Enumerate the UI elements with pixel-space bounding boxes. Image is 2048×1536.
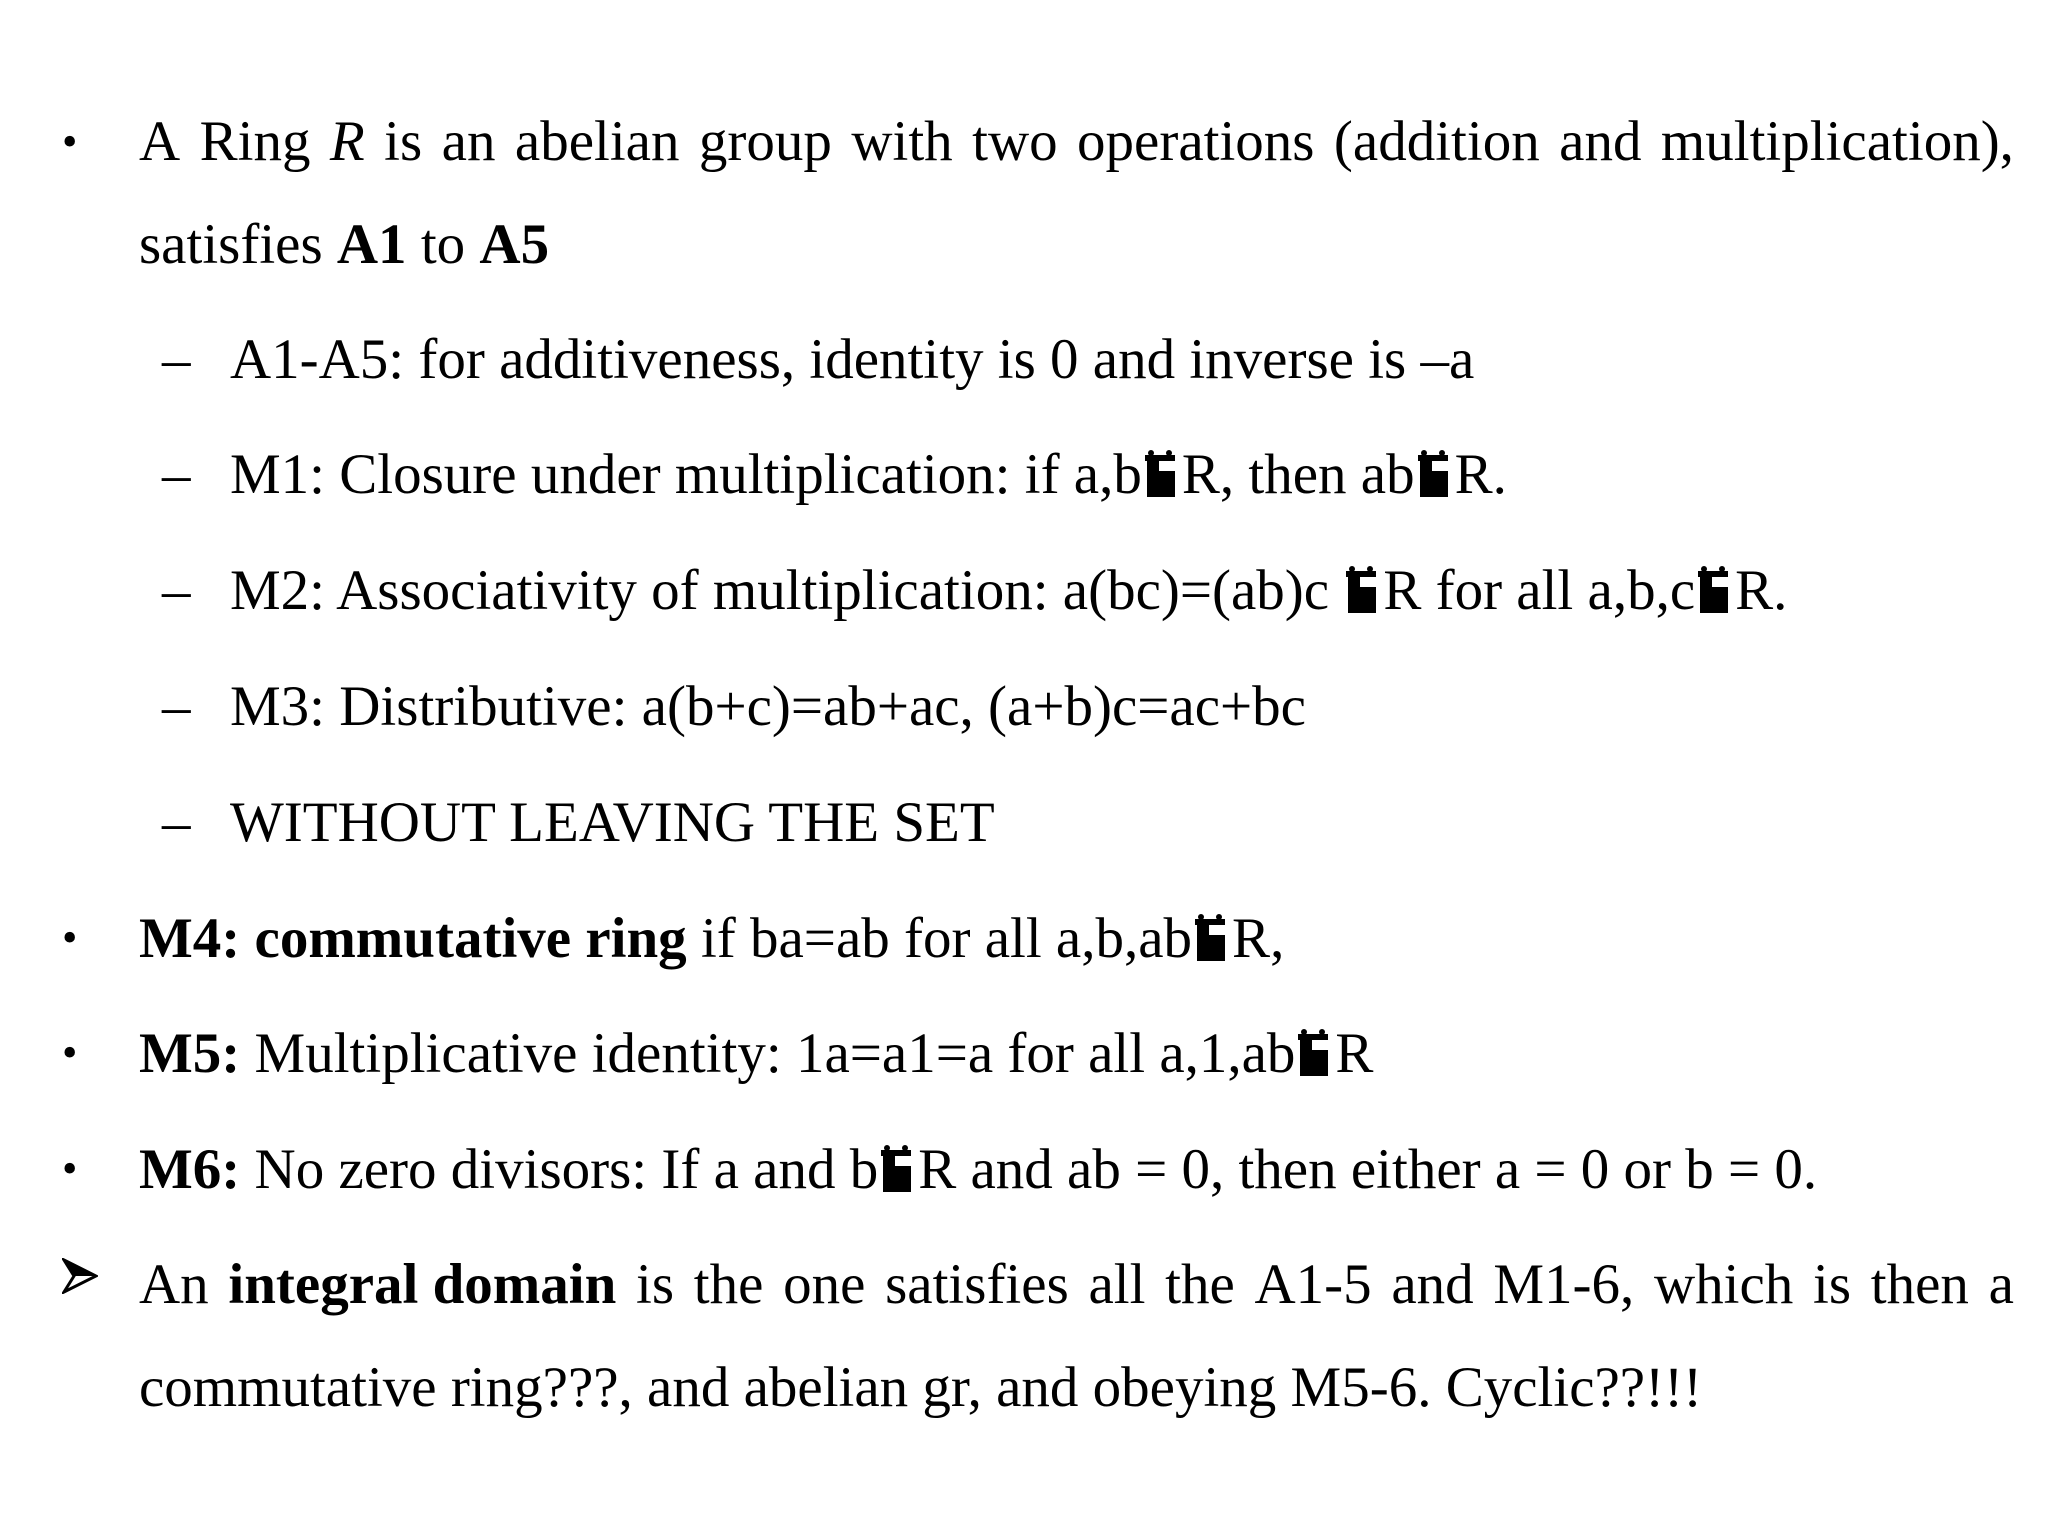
arrow-bullet-icon [62, 1258, 98, 1294]
text: R. [1735, 559, 1788, 622]
element-of-glyph-icon [1416, 449, 1454, 505]
word: satisfies [885, 1253, 1069, 1316]
word: with [851, 110, 953, 173]
subitem-a1-a5: A1-A5: for additiveness, identity is 0 and inverse is –a [230, 328, 1475, 391]
bullet-m4 [139, 907, 1285, 970]
text: if ba=ab for all a,b,ab [686, 907, 1193, 970]
ring-definition-line-2 [139, 213, 550, 276]
bold-text: M5: [139, 1022, 241, 1085]
word: multiplication), [1660, 110, 2014, 173]
text: Multiplicative identity: 1a=a1=a for all a,1,ab [240, 1022, 1296, 1085]
bullet-m5 [139, 1022, 1374, 1085]
bold-text: A5 [479, 213, 550, 276]
element-of-glyph-icon [1696, 565, 1734, 621]
dash-marker: – [162, 675, 191, 738]
word: (addition [1333, 110, 1540, 173]
text: M2: Associativity of multiplication: a(bc)=(ab)c [230, 559, 1344, 622]
subitem-m1 [230, 443, 1507, 506]
word: and [1559, 110, 1642, 173]
word: group [698, 110, 832, 173]
text: to [406, 213, 480, 276]
word: M1-6, [1493, 1253, 1635, 1316]
ring-definition-line-1 [139, 110, 2014, 173]
word: and [1391, 1253, 1474, 1316]
element-of-glyph-icon [1344, 565, 1382, 621]
word: An [139, 1253, 209, 1316]
word: one [783, 1253, 866, 1316]
subitem-m3: M3: Distributive: a(b+c)=ab+ac, (a+b)c=ac+bc [230, 675, 1306, 738]
text: R, then ab [1181, 443, 1415, 506]
bullet-marker: • [62, 1028, 78, 1077]
word: two [972, 110, 1058, 173]
subitem-without-leaving-the-set: WITHOUT LEAVING THE SET [230, 791, 995, 854]
bullet-marker: • [62, 913, 78, 962]
text: M1: Closure under multiplication: if a,b [230, 443, 1142, 506]
text: R for all a,b,c [1383, 559, 1696, 622]
word: Ring [199, 110, 311, 173]
text: R and ab = 0, then either a = 0 or b = 0. [918, 1138, 1818, 1201]
bullet-m6 [139, 1138, 1818, 1201]
word: is [636, 1253, 675, 1316]
element-of-glyph-icon [1296, 1028, 1334, 1084]
text: R, [1232, 907, 1285, 970]
word: A [139, 110, 181, 173]
element-of-glyph-icon [879, 1144, 917, 1200]
bullet-marker: • [62, 117, 78, 166]
word: the [1165, 1253, 1235, 1316]
bullet-marker: • [62, 1144, 78, 1193]
word: which [1653, 1253, 1794, 1316]
dash-marker: – [162, 791, 191, 854]
dash-marker: – [162, 443, 191, 506]
text: R [1335, 1022, 1374, 1085]
word: an [441, 110, 496, 173]
bold-text: M4: commutative ring [139, 907, 687, 970]
word: then [1870, 1253, 1969, 1316]
element-of-glyph-icon [1193, 913, 1231, 969]
text: No zero divisors: If a and b [240, 1138, 879, 1201]
word: a [1988, 1253, 2014, 1316]
word: is [1813, 1253, 1852, 1316]
text: satisfies [139, 213, 337, 276]
element-of-glyph-icon [1143, 449, 1181, 505]
word: abelian [514, 110, 680, 173]
word: operations [1077, 110, 1315, 173]
dash-marker: – [162, 328, 191, 391]
word: the [693, 1253, 764, 1316]
bold-term-integral-domain: integral domain [228, 1253, 617, 1316]
word: A1-5 [1254, 1253, 1372, 1316]
word: is [384, 110, 423, 173]
bold-text: M6: [139, 1138, 241, 1201]
subitem-m2 [230, 559, 1788, 622]
text: R. [1454, 443, 1507, 506]
bold-text: A1 [336, 213, 407, 276]
dash-marker: – [162, 559, 191, 622]
word-ring-symbol: R [329, 110, 365, 173]
integral-domain-line-2: commutative ring???, and abelian gr, and obeying M5-6. Cyclic??!!! [139, 1356, 1703, 1419]
integral-domain-line-1 [139, 1253, 2014, 1316]
word: all [1088, 1253, 1146, 1316]
